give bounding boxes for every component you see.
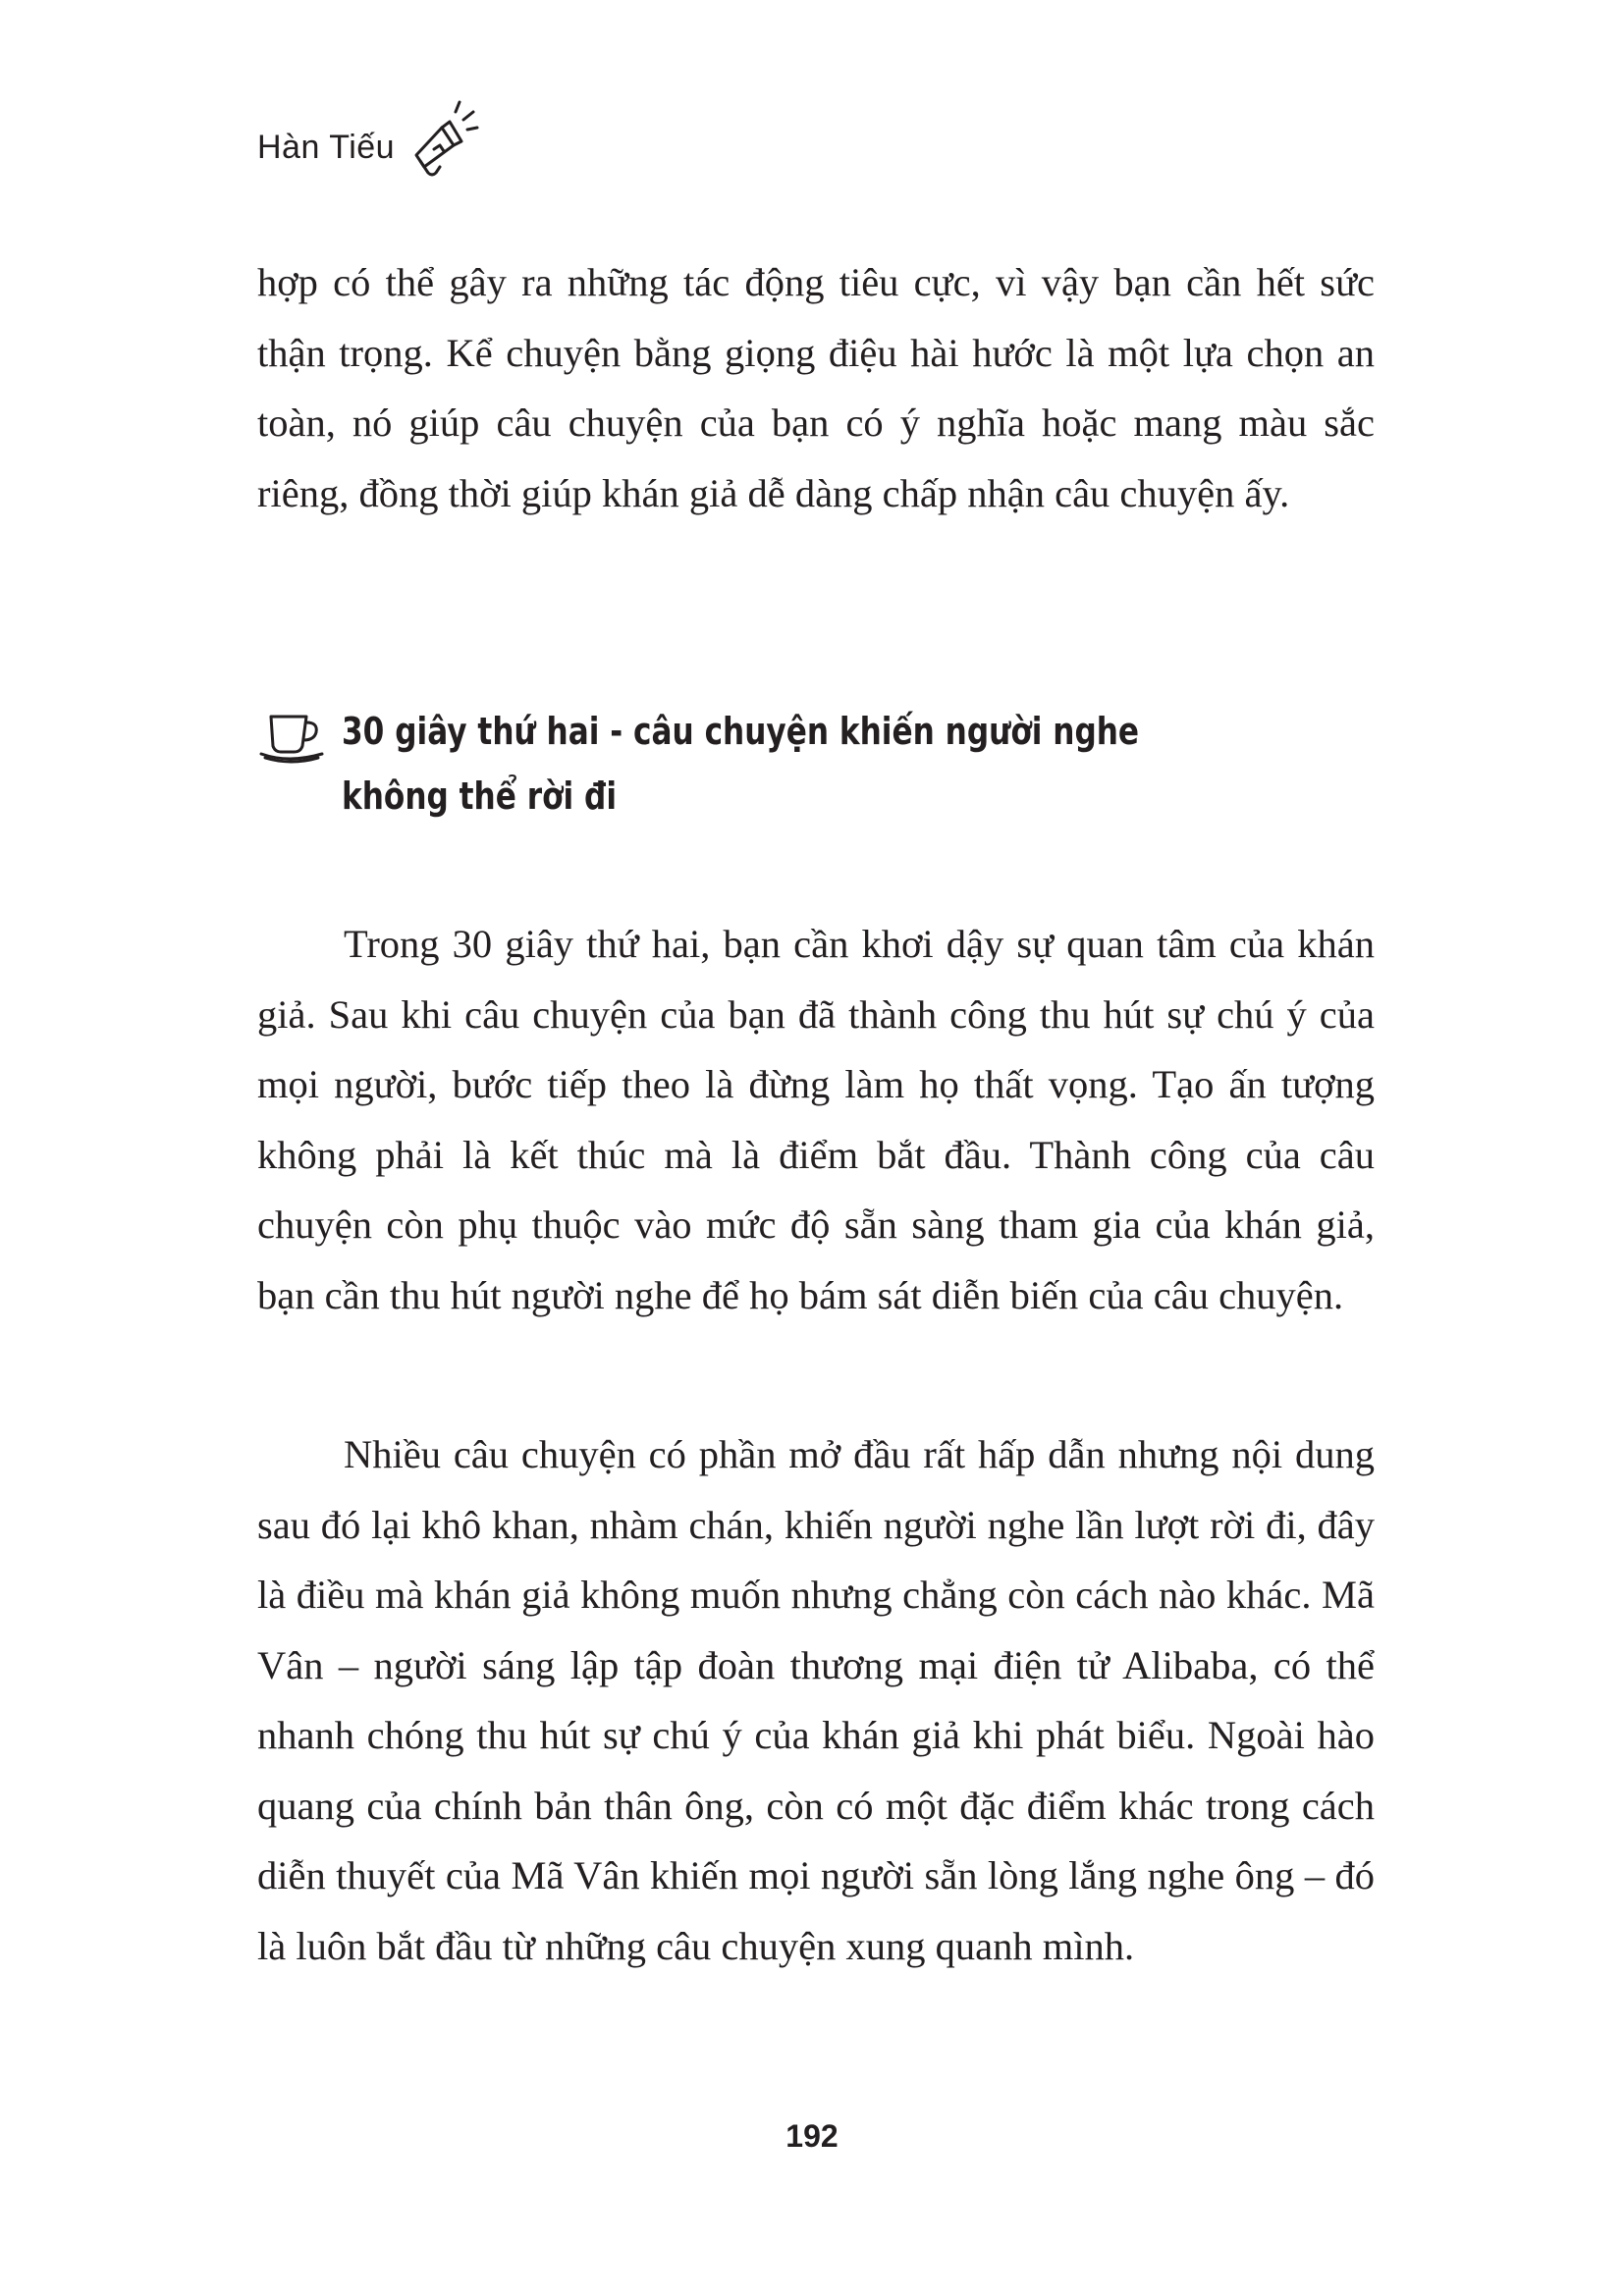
section-title-line-1: 30 giây thứ hai - câu chuyện khiến người nghe xyxy=(342,710,1140,753)
page-number: 192 xyxy=(785,2118,839,2154)
author-name: Hàn Tiếu xyxy=(257,128,396,166)
section-title-line-2: không thể rời đi xyxy=(342,774,618,818)
paragraph-second-30-seconds: Trong 30 giây thứ hai, bạn cần khơi dậy sự quan tâm của khán giả. Sau khi câu chuyện của bạn đã thành công thu hút sự chú ý của mọi người, bước tiếp theo là đừng làm họ thất vọng. Tạo ấn tượng không phải là kết thúc mà là điểm bắt đầu. Thành công của câu chuyện còn phụ thuộc vào mức độ sẵn sàng tham gia của khán giả, bạn cần thu hút người nghe để họ bám sát diễn biến của câu chuyện. xyxy=(257,922,1375,1317)
coffee-cup-icon xyxy=(257,709,328,766)
running-head xyxy=(257,112,481,183)
section-heading xyxy=(257,699,1324,828)
megaphone-icon xyxy=(406,98,481,183)
section-title xyxy=(342,699,1147,828)
paragraph-ma-van: Nhiều câu chuyện có phần mở đầu rất hấp dẫn nhưng nội dung sau đó lại khô khan, nhàm chán, khiến người nghe lần lượt rời đi, đây là điều mà khán giả không muốn nhưng chẳng còn cách nào khác. Mã Vân – người sáng lập tập đoàn thương mại điện tử Alibaba, có thể nhanh chóng thu hút sự chú ý của khán giả khi phát biểu. Ngoài hào quang của chính bản thân ông, còn có một đặc điểm khác trong cách diễn thuyết của Mã Vân khiến mọi người sẵn lòng lắng nghe ông – đó là luôn bắt đầu từ những câu chuyện xung quanh mình. xyxy=(257,1432,1375,1968)
paragraph-continuation: hợp có thể gây ra những tác động tiêu cực, vì vậy bạn cần hết sức thận trọng. Kể chuyện bằng giọng điệu hài hước là một lựa chọn an toàn, nó giúp câu chuyện của bạn có ý nghĩa hoặc mang màu sắc riêng, đồng thời giúp khán giả dễ dàng chấp nhận câu chuyện ấy. xyxy=(257,260,1375,515)
